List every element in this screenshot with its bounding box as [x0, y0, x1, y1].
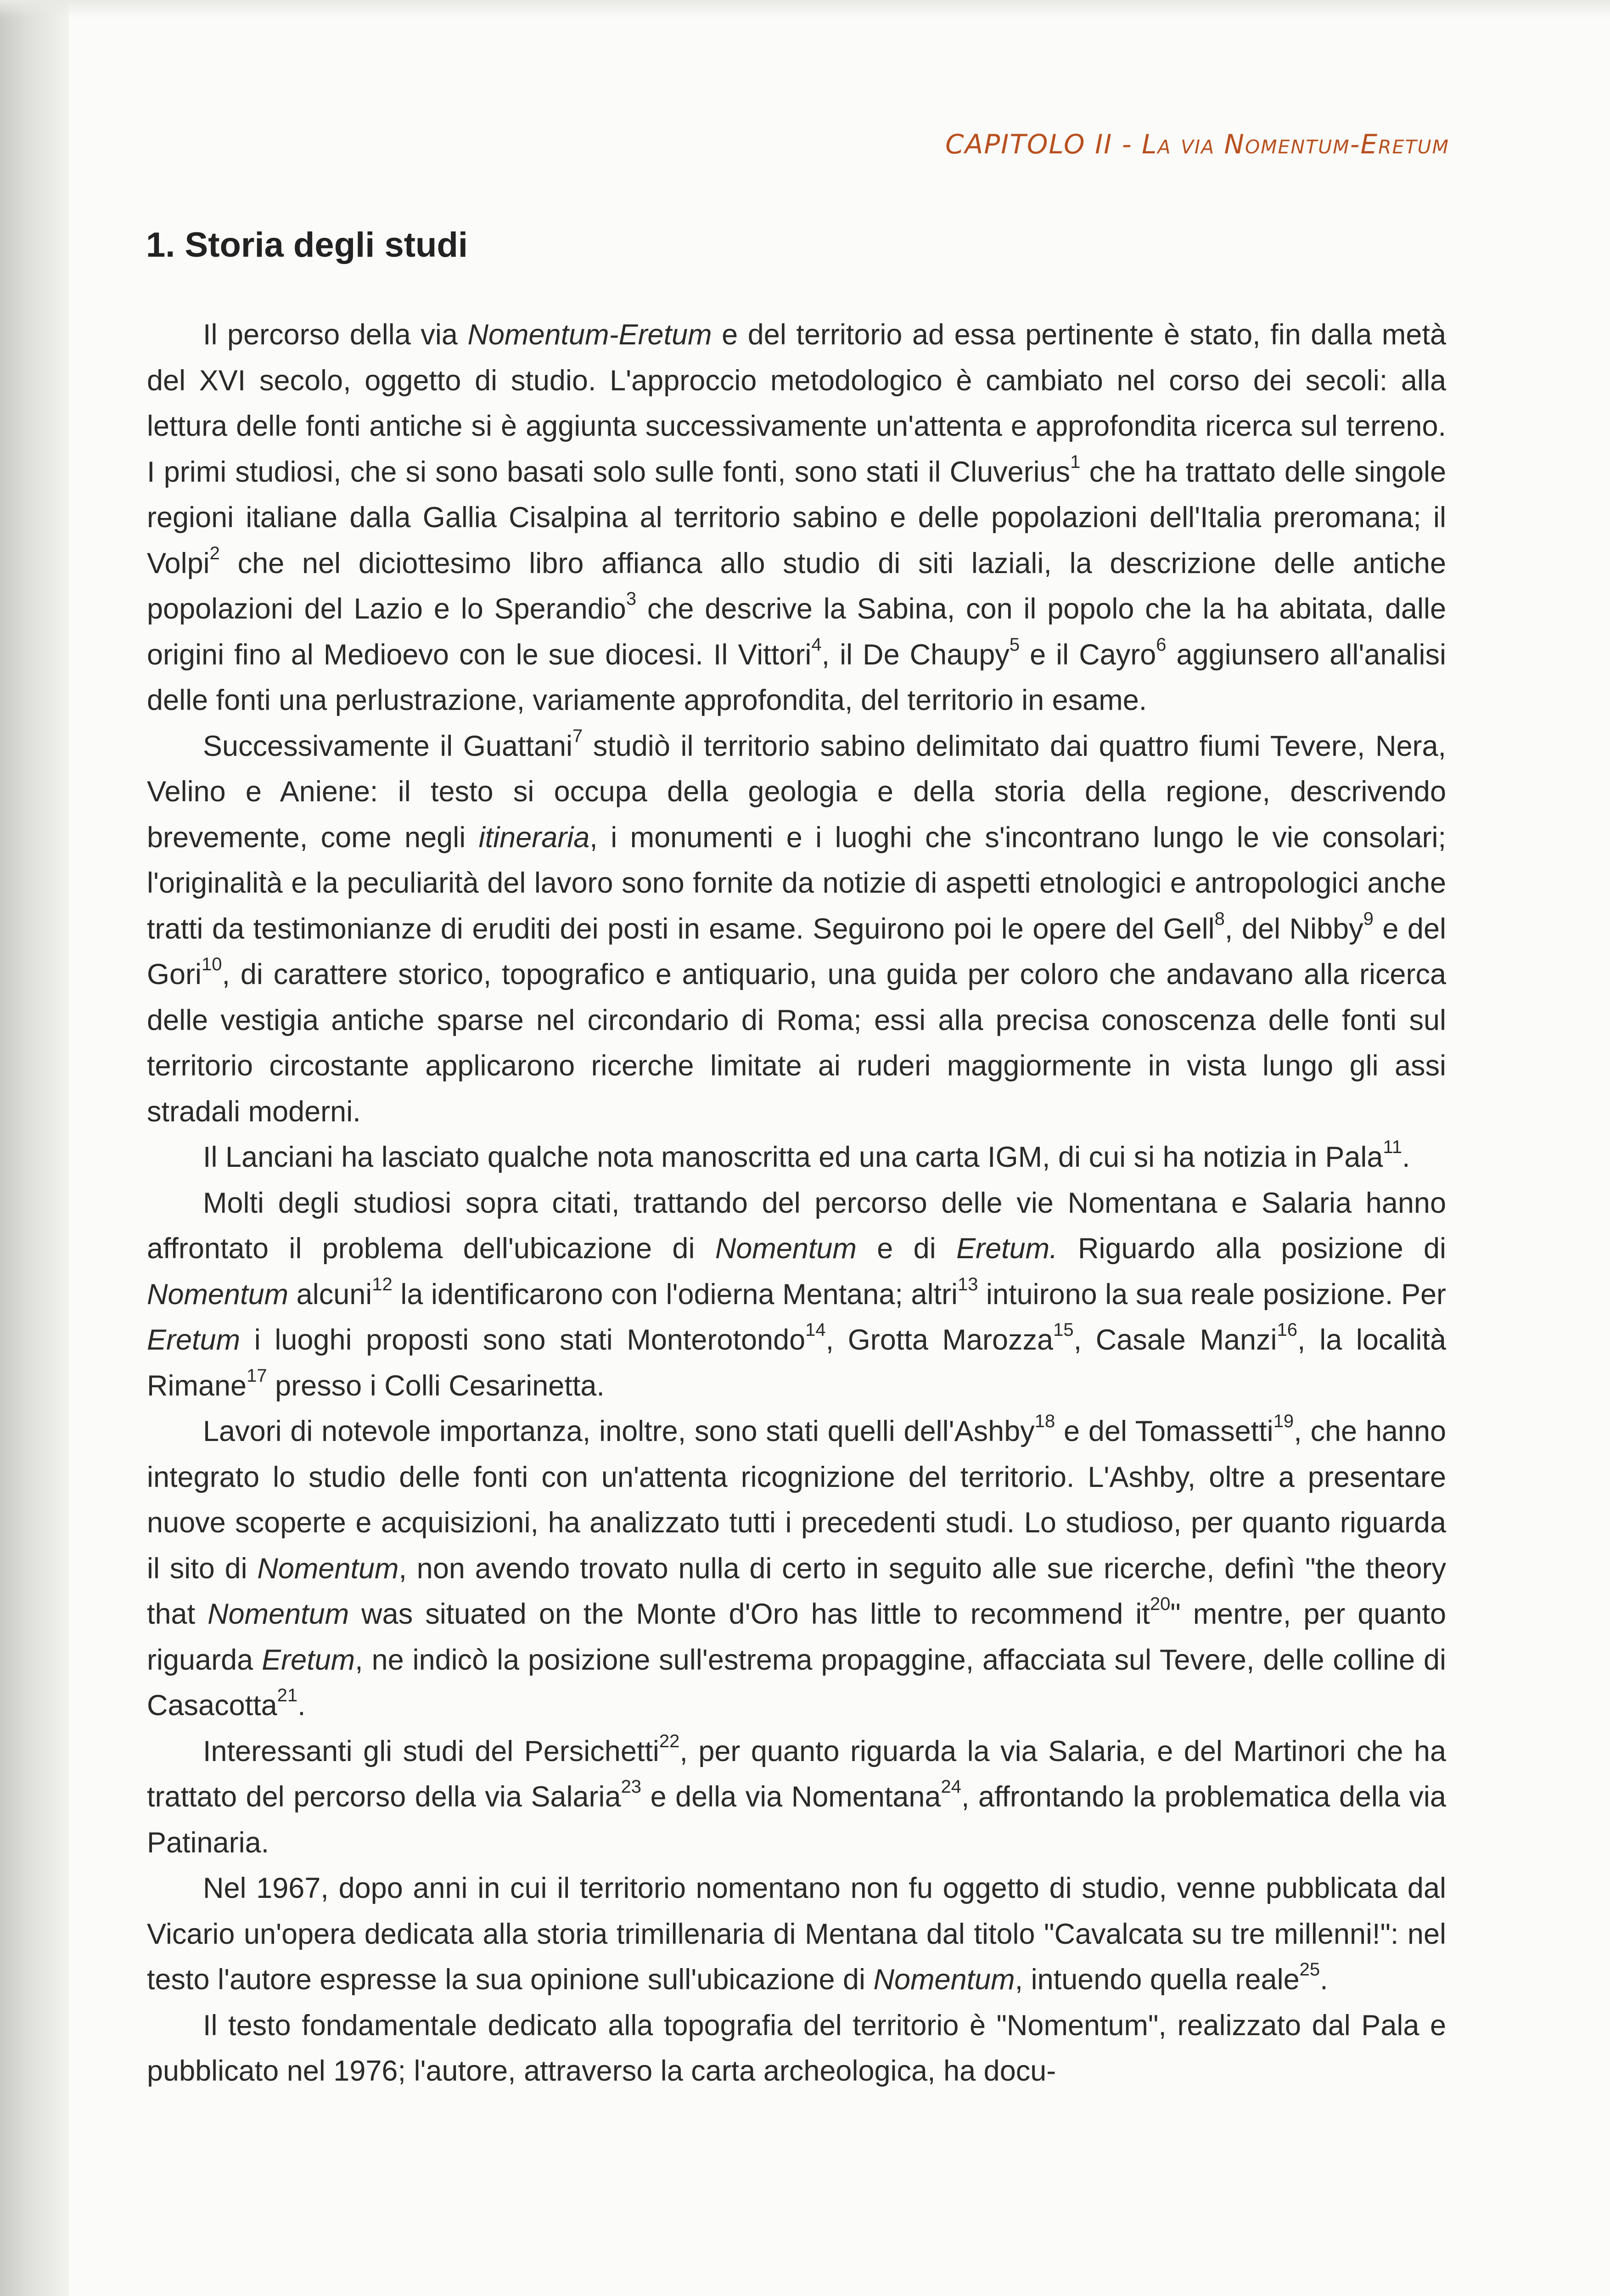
footnote-ref: 15: [1053, 1320, 1074, 1340]
chapter-label: CAPITOLO II: [945, 129, 1113, 160]
footnote-ref: 12: [372, 1274, 393, 1294]
text-run: Nel 1967, dopo anni in cui il territorio nomentano non fu oggetto di studio, venne pubblicata dal Vicario un'opera dedicata alla storia trimillenaria di Mentana dal titolo "Cavalcata su tre millenni!": nel testo l'autore espresse la sua opinione sull'ubicazione di: [147, 1872, 1446, 1996]
footnote-ref: 21: [277, 1685, 298, 1705]
running-head: [945, 129, 1449, 160]
text-run: che descrive la Sabina, con il popolo che la ha abitata, dalle origini fino al Medioevo con le sue diocesi. Il Vittori: [147, 593, 1446, 671]
text-run: , il De Chaupy: [821, 638, 1010, 671]
footnote-ref: 9: [1363, 908, 1374, 929]
text-run: , per quanto riguarda la via Salaria, e del Martinori che ha trattato del percorso della via Salaria: [147, 1735, 1446, 1813]
text-run: che ha trattato delle singole regioni italiane dalla Gallia Cisalpina al territorio sabino e delle popolazioni dell'Italia preromana; il Volpi: [147, 456, 1446, 580]
text-run: studiò il territorio sabino delimitato dai quattro fiumi Tevere, Nera, Velino e Aniene: il testo si occupa della geologia e della storia della regione, descrivendo brevemente, come negli: [147, 730, 1446, 854]
footnote-ref: 1: [1070, 451, 1081, 472]
text-run: , Grotta Marozza: [825, 1324, 1054, 1356]
italic-term: Nomentum: [715, 1232, 857, 1265]
text-run: Il percorso della via: [203, 319, 468, 351]
text-run: e di: [856, 1232, 957, 1265]
text-run: Interessanti gli studi del Persichetti: [203, 1735, 659, 1767]
footnote-ref: 3: [626, 589, 637, 609]
footnote-ref: 18: [1034, 1411, 1055, 1431]
footnote-ref: 7: [572, 726, 583, 746]
text-run: .: [1402, 1141, 1410, 1173]
text-run: i luoghi proposti sono stati Monterotondo: [240, 1324, 806, 1356]
text-run: , non avendo trovato nulla di certo in seguito alle sue ricerche, definì "the theory that: [147, 1552, 1446, 1630]
text-run: e del Tomassetti: [1055, 1415, 1273, 1447]
italic-term: Nomentum: [257, 1552, 399, 1585]
text-run: , di carattere storico, topografico e antiquario, una guida per coloro che andavano alla ricerca delle vestigia antiche sparse nel circondario di Roma; essi alla precisa conoscenza delle fonti sul territorio circostante applicarono ricerche limitate ai ruderi maggiormente in vista lungo gli assi stradali moderni.: [147, 958, 1446, 1128]
footnote-ref: 24: [941, 1777, 961, 1797]
text-run: .: [1320, 1964, 1328, 1996]
book-spine-shadow: [0, 0, 69, 2296]
footnote-ref: 5: [1009, 634, 1020, 655]
paragraph: [147, 1866, 1446, 2003]
text-run: la identificarono con l'odierna Mentana; altri: [392, 1278, 958, 1311]
text-run: , intuendo quella reale: [1015, 1964, 1300, 1996]
paragraph: [147, 1135, 1446, 1181]
footnote-ref: 10: [202, 954, 222, 974]
text-run: , la località Rimane: [147, 1324, 1446, 1402]
text-run: e del territorio ad essa pertinente è stato, fin dalla metà del XVI secolo, oggetto di studio. L'approccio metodologico è cambiato nel corso dei secoli: alla lettura delle fonti antiche si è aggiunta successivamente un'attenta e approfondita ricerca sul terreno. I primi studiosi, che si sono basati solo sulle fonti, sono stati il Cluverius: [147, 319, 1446, 488]
footnote-ref: 8: [1214, 908, 1225, 929]
italic-term: Eretum: [262, 1643, 355, 1676]
text-run: alcuni: [288, 1278, 372, 1311]
paragraph: [147, 2003, 1446, 2094]
footnote-ref: 11: [1383, 1137, 1402, 1157]
italic-term: Nomentum: [147, 1278, 289, 1311]
text-run: e della via Nomentana: [641, 1781, 941, 1813]
footnote-ref: 23: [621, 1777, 642, 1797]
footnote-ref: 16: [1277, 1320, 1298, 1340]
footnote-ref: 25: [1299, 1959, 1320, 1980]
text-run: Riguardo alla posizione di: [1057, 1232, 1446, 1265]
text-run: intuirono la sua reale posizione. Per: [978, 1278, 1446, 1311]
footnote-ref: 22: [659, 1731, 680, 1751]
text-run: Il testo fondamentale dedicato alla topografia del territorio è "Nomentum", realizzato dal Pala e pubblicato nel 1976; l'autore, attraverso la carta archeologica, ha docu-: [147, 2009, 1446, 2087]
text-run: was situated on the Monte d'Oro has little to recommend it: [349, 1598, 1150, 1630]
italic-term: Nomentum: [873, 1964, 1015, 1996]
footnote-ref: 19: [1273, 1411, 1294, 1431]
footnote-ref: 14: [805, 1320, 826, 1340]
text-run: , del Nibby: [1224, 912, 1363, 945]
running-head-separator: -: [1112, 129, 1142, 160]
footnote-ref: 20: [1150, 1594, 1171, 1614]
italic-term: Nomentum: [208, 1598, 349, 1630]
italic-term: Eretum: [147, 1324, 241, 1356]
paragraph: [147, 1181, 1446, 1409]
text-run: Il Lanciani ha lasciato qualche nota manoscritta ed una carta IGM, di cui si ha notizia in Pala: [203, 1141, 1383, 1173]
footnote-ref: 13: [957, 1274, 978, 1294]
paragraph: [147, 724, 1446, 1135]
text-run: Lavori di notevole importanza, inoltre, sono stati quelli dell'Ashby: [203, 1415, 1035, 1447]
paragraph: [147, 1409, 1446, 1729]
text-run: Successivamente il Guattani: [203, 730, 572, 762]
text-run: , ne indicò la posizione sull'estrema propaggine, affacciata sul Tevere, delle colline di Casacotta: [147, 1643, 1447, 1722]
chapter-title: La via Nomentum-Eretum: [1142, 129, 1449, 160]
text-run: presso i Colli Cesarinetta.: [267, 1369, 605, 1402]
text-run: e del Gori: [147, 912, 1446, 990]
scan-top-shadow: [0, 0, 1610, 18]
italic-term: Eretum.: [956, 1232, 1058, 1265]
text-run: Molti degli studiosi sopra citati, trattando del percorso delle vie Nomentana e Salaria hanno affrontato il problema dell'ubicazione di: [147, 1187, 1446, 1265]
text-run: " mentre, per quanto riguarda: [147, 1598, 1446, 1676]
body-text: [147, 312, 1446, 2094]
text-run: , che hanno integrato lo studio delle fonti con un'attenta ricognizione del territorio. L'Ashby, oltre a presentare nuove scoperte e acquisizioni, ha analizzato tutti i precedenti studi. Lo studioso, per quanto riguarda il sito di: [147, 1415, 1447, 1585]
text-run: , i monumenti e i luoghi che s'incontrano lungo le vie consolari; l'originalità e la peculiarità del lavoro sono fornite da notizie di aspetti etnologici e antropologici anche tratti da testimonianze di eruditi dei posti in esame. Seguirono poi le opere del Gell: [147, 821, 1446, 945]
text-run: e il Cayro: [1020, 638, 1156, 671]
text-run: , Casale Manzi: [1073, 1324, 1277, 1356]
text-run: .: [297, 1689, 306, 1722]
footnote-ref: 6: [1156, 634, 1167, 655]
footnote-ref: 17: [247, 1365, 267, 1386]
italic-term: itineraria: [478, 821, 590, 854]
section-title: 1. Storia degli studi: [146, 225, 468, 264]
text-run: che nel diciottesimo libro affianca allo studio di siti laziali, la descrizione delle antiche popolazioni del Lazio e lo Sperandio: [147, 547, 1446, 625]
text-run: , affrontando la problematica della via Patinaria.: [147, 1781, 1446, 1859]
footnote-ref: 4: [811, 634, 822, 655]
footnote-ref: 2: [209, 543, 220, 563]
paragraph: [147, 1729, 1446, 1866]
text-run: aggiunsero all'analisi delle fonti una perlustrazione, variamente approfondita, del territorio in esame.: [147, 638, 1446, 716]
italic-term: Nomentum-Eretum: [467, 319, 712, 351]
paragraph: [147, 312, 1446, 724]
